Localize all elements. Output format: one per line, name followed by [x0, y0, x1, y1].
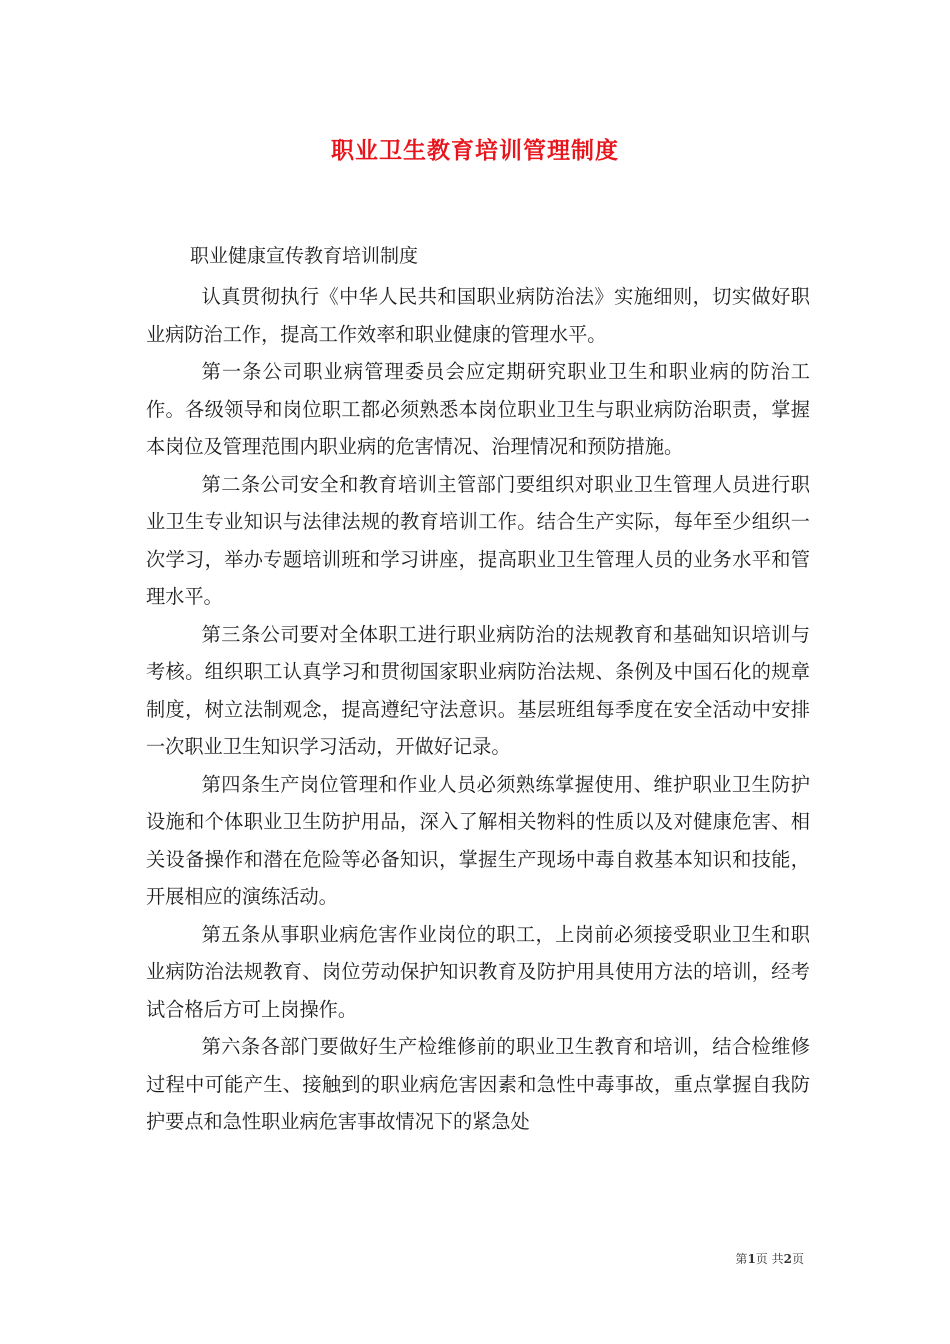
footer-middle: 页 共 — [755, 1252, 784, 1266]
paragraph-article-3: 第三条公司要对全体职工进行职业病防治的法规教育和基础知识培训与考核。组织职工认真学习和贯彻国家职业病防治法规、条例及中国石化的规章制度，树立法制观念，提高遵纪守法意识。基层班组每季度在安全活动中安排一次职业卫生知识学习活动，开做好记录。 — [146, 622, 810, 758]
document-body — [146, 278, 810, 1141]
paragraph-article-4: 第四条生产岗位管理和作业人员必须熟练掌握使用、维护职业卫生防护设施和个体职业卫生防护用品，深入了解相关物料的性质以及对健康危害、相关设备操作和潜在危险等必备知识，掌握生产现场中毒自救基本知识和技能，开展相应的演练活动。 — [146, 772, 810, 908]
footer-total-pages: 2 — [783, 1252, 792, 1266]
document-subtitle: 职业健康宣传教育培训制度 — [190, 245, 419, 267]
page-footer — [735, 1250, 804, 1267]
paragraph-article-6: 第六条各部门要做好生产检维修前的职业卫生教育和培训，结合检维修过程中可能产生、接触到的职业病危害因素和急性中毒事故，重点掌握自我防护要点和急性职业病危害事故情况下的紧急处 — [146, 1035, 810, 1133]
paragraph-article-5: 第五条从事职业病危害作业岗位的职工，上岗前必须接受职业卫生和职业病防治法规教育、岗位劳动保护知识教育及防护用具使用方法的培训，经考试合格后方可上岗操作。 — [146, 922, 810, 1021]
footer-current-page: 1 — [747, 1252, 756, 1266]
paragraph-article-2: 第二条公司安全和教育培训主管部门要组织对职业卫生管理人员进行职业卫生专业知识与法律法规的教育培训工作。结合生产实际，每年至少组织一次学习，举办专题培训班和学习讲座，提高职业卫生管理人员的业务水平和管理水平。 — [146, 472, 810, 608]
paragraph-article-1: 第一条公司职业病管理委员会应定期研究职业卫生和职业病的防治工作。各级领导和岗位职工都必须熟悉本岗位职业卫生与职业病防治职责，掌握本岗位及管理范围内职业病的危害情况、治理情况和预防措施。 — [146, 360, 810, 458]
footer-prefix: 第 — [735, 1252, 748, 1266]
document-title: 职业卫生教育培训管理制度 — [331, 138, 619, 164]
paragraph-intro: 认真贯彻执行《中华人民共和国职业病防治法》实施细则，切实做好职业病防治工作，提高工作效率和职业健康的管理水平。 — [146, 285, 810, 346]
footer-suffix: 页 — [791, 1252, 804, 1266]
